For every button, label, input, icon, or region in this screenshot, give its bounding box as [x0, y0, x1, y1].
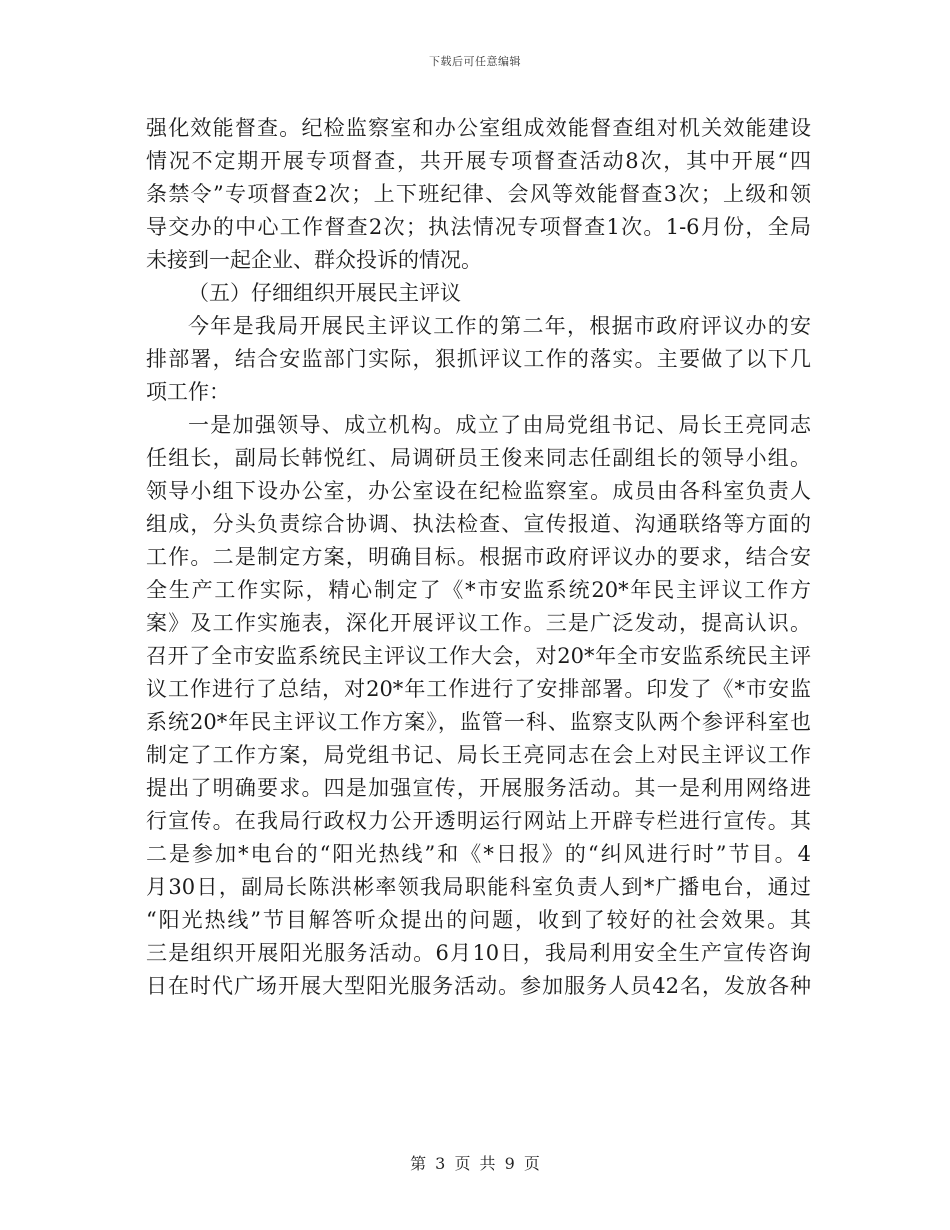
text-line: 组成，分头负责综合协调、执法检查、宣传报道、沟通联络等方面的 [146, 512, 811, 536]
text-line: 议工作进行了总结，对20*年工作进行了安排部署。印发了《*市安监 [146, 677, 811, 701]
text-line: 项工作： [146, 380, 230, 404]
text-line: 日在时代广场开展大型阳光服务活动。参加服务人员42名，发放各种 [146, 974, 811, 998]
page-number-footer: 第 3 页 共 9 页 [410, 1154, 540, 1173]
text-line: 二是参加*电台的“阳光热线”和《*日报》的“纠风进行时”节目。4 [146, 842, 811, 866]
text-line: 行宣传。在我局行政权力公开透明运行网站上开辟专栏进行宣传。其 [146, 809, 811, 833]
text-line: 案》及工作实施表，深化开展评议工作。三是广泛发动，提高认识。 [146, 611, 811, 635]
text-line: 制定了工作方案，局党组书记、局长王亮同志在会上对民主评议工作 [146, 743, 811, 767]
text-line: 导交办的中心工作督查2次；执法情况专项督查1次。1-6月份，全局 [146, 215, 811, 239]
section-heading: （五）仔细组织开展民主评议 [188, 281, 461, 305]
body-text [146, 112, 811, 1003]
text-line: 排部署，结合安监部门实际，狠抓评议工作的落实。主要做了以下几 [146, 347, 811, 371]
text-line: 全生产工作实际，精心制定了《*市安监系统20*年民主评议工作方 [146, 578, 811, 602]
text-line: 条禁令”专项督查2次；上下班纪律、会风等效能督查3次；上级和领 [146, 182, 811, 206]
text-line: 工作。二是制定方案，明确目标。根据市政府评议办的要求，结合安 [146, 545, 811, 569]
text-line: 情况不定期开展专项督查，共开展专项督查活动8次，其中开展“四 [146, 149, 811, 173]
text-line: 召开了全市安监系统民主评议工作大会，对20*年全市安监系统民主评 [146, 644, 811, 668]
text-line: 一是加强领导、成立机构。成立了由局党组书记、局长王亮同志 [188, 413, 811, 437]
text-line: 任组长，副局长韩悦红、局调研员王俊来同志任副组长的领导小组。 [146, 446, 811, 470]
text-line: 月30日，副局长陈洪彬率领我局职能科室负责人到*广播电台，通过 [146, 875, 811, 899]
text-line: “阳光热线”节目解答听众提出的问题，收到了较好的社会效果。其 [146, 908, 811, 932]
text-line: 领导小组下设办公室，办公室设在纪检监察室。成员由各科室负责人 [146, 479, 811, 503]
text-line: 提出了明确要求。四是加强宣传，开展服务活动。其一是利用网络进 [146, 776, 811, 800]
text-line: 强化效能督查。纪检监察室和办公室组成效能督查组对机关效能建设 [146, 116, 811, 140]
text-line: 三是组织开展阳光服务活动。6月10日，我局利用安全生产宣传咨询 [146, 941, 811, 965]
page-header: 下载后可任意编辑 [429, 55, 521, 68]
text-line: 系统20*年民主评议工作方案》，监管一科、监察支队两个参评科室也 [146, 710, 811, 734]
text-line: 今年是我局开展民主评议工作的第二年，根据市政府评议办的安 [188, 314, 811, 338]
text-line: 未接到一起企业、群众投诉的情况。 [146, 248, 482, 272]
